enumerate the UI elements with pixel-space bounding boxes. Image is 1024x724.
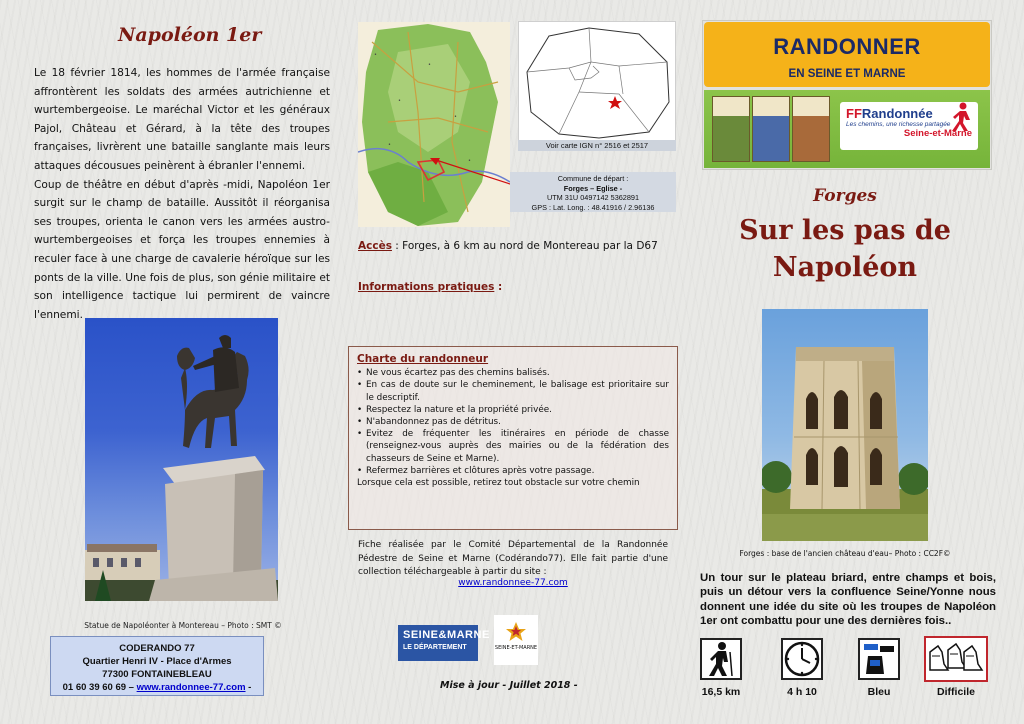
svg-text:•: •	[398, 98, 401, 104]
difficulty-pictogram	[924, 636, 988, 682]
ff-suffix: Randonnée	[861, 106, 933, 121]
address-city: 77300 FONTAINEBLEAU	[102, 669, 212, 680]
topo-books	[712, 96, 830, 162]
history-paragraph-1: Le 18 février 1814, les hommes de l'armée française affrontèrent les soldats des armées autrichienne et wurtembergeoise. Le maréchal Victor et les généraux Pajol, Château et Gérard, à la tête des troupes françaises, livrèrent une bataille sanglante mais leurs attaques décousues peinèrent à ébranler l'ennemi.	[34, 67, 330, 172]
tower-caption: Forges : base de l'ancien château d'eau– Photo : CC2F©	[739, 549, 951, 558]
charter-item: • En cas de doute sur le cheminement, le balisage est prioritaire sur le descriptif.	[357, 379, 669, 403]
ff-prefix: FF	[846, 106, 862, 121]
website-link[interactable]: www.randonnee-77.com	[458, 578, 568, 588]
difficulty-label: Difficile	[937, 686, 975, 698]
marking-pictogram	[858, 638, 900, 680]
address-website-link[interactable]: www.randonnee-77.com	[136, 682, 246, 693]
ff-slogan: Les chemins, une richesse partagée	[846, 121, 951, 128]
title-line-2: Napoléon	[772, 252, 918, 283]
topo-book	[792, 96, 830, 162]
intro-text: Un tour sur le plateau briard, entre champs et bois, puis un détour vers la confluence Seine/Yonne nous donnent une idée du site où les troupes de Napoléon 1er ont combattu pour une des dernières fois..	[700, 572, 996, 628]
practical-info-heading	[358, 281, 502, 293]
title-line-1: Sur les pas de	[739, 215, 951, 246]
practical-info-colon: :	[494, 281, 503, 293]
clock-icon	[783, 640, 821, 678]
access-label: Accès	[358, 240, 392, 252]
distance-pictogram	[700, 638, 742, 680]
locator-map	[518, 21, 676, 141]
left-title: Napoléon 1er	[118, 24, 262, 46]
cdrp-star-icon	[505, 621, 527, 643]
seine-logo-subtitle: LE DÉPARTEMENT	[403, 644, 467, 651]
departure-title: Commune de départ :	[557, 174, 629, 183]
banner-subtitle: EN SEINE ET MARNE	[788, 68, 906, 80]
departure-box	[510, 172, 676, 212]
charter-list	[357, 367, 669, 477]
cdrp-logo-text: SEINE-ET-MARNE	[494, 645, 538, 651]
access-line	[358, 240, 658, 252]
departure-gps: GPS : Lat. Long. : 48.41916 / 2.96136	[531, 202, 655, 212]
boots-icon	[926, 638, 986, 680]
banner-title: RANDONNER	[773, 34, 921, 59]
hiker-charter-box	[348, 346, 678, 530]
ff-region: Seine-et-Marne	[903, 128, 972, 139]
seine-et-marne-logo	[398, 625, 490, 661]
distance-label: 16,5 km	[701, 686, 741, 698]
address-org: CODERANDO 77	[119, 643, 195, 654]
access-text: : Forges, à 6 km au nord de Montereau par la D67	[391, 240, 658, 252]
charter-item: • Refermez barrières et clôtures après votre passage.	[357, 465, 669, 477]
practical-info-label: Informations pratiques	[358, 281, 495, 293]
address-phone: 01 60 39 60 69 –	[62, 682, 137, 693]
fiche-text: Fiche réalisée par le Comité Départemental de la Randonnée Pédestre de Seine et Marne (Codérando77). Elle fait partie d'une collection téléchargeable à partir du site :	[358, 540, 668, 577]
svg-text:•: •	[374, 52, 377, 58]
address-street: Quartier Henri IV - Place d'Armes	[82, 656, 232, 667]
cdrp-logo	[494, 615, 538, 665]
paint-marker-icon	[860, 640, 898, 678]
update-date: Mise à jour - Juillet 2018 -	[440, 680, 578, 691]
page-title	[700, 212, 990, 286]
svg-text:•: •	[428, 62, 431, 68]
fiche-link-line	[358, 578, 668, 588]
duration-label: 4 h 10	[787, 686, 817, 698]
address-suffix: -	[245, 682, 252, 693]
hiker-icon	[702, 640, 740, 678]
commune-name: Forges	[813, 186, 877, 206]
statue-caption: Statue de Napoléonter à Montereau – Photo : SMT ©	[84, 621, 282, 630]
svg-text:•: •	[468, 158, 471, 164]
charter-title: Charte du randonneur	[357, 353, 489, 365]
walker-logo-icon	[950, 102, 974, 132]
charter-item: • Respectez la nature et la propriété privée.	[357, 404, 669, 416]
charter-item: • N'abandonnez pas de détritus.	[357, 416, 669, 428]
charter-closing: Lorsque cela est possible, retirez tout obstacle sur votre chemin	[357, 478, 640, 489]
route-map	[358, 22, 510, 227]
marking-label: Bleu	[867, 686, 891, 698]
history-paragraph-2: Coup de théâtre en début d'après -midi, Napoléon 1er surgit sur le champ de bataille. Aussitôt il réorganisa ses troupes, orienta le canon vers les armées austro-wurtembergeoises et força les troupes ennemies à reculer face à une charge de cavalerie héroïque sur les ponts de la ville. Une fois de plus, son génie militaire et son intelligence tactique lui permirent de vaincre l'ennemi.	[34, 178, 330, 321]
history-text	[34, 64, 330, 324]
departure-utm: UTM 31U 0497142 5362891	[546, 193, 640, 203]
charter-item: • Ne vous écartez pas des chemins balisés.	[357, 367, 669, 379]
svg-text:•: •	[388, 142, 391, 148]
pointer-arrow-icon	[430, 156, 510, 186]
charter-item: • Evitez de fréquenter les itinéraires en période de chasse (renseignez-vous auprès des mairies ou de la fédération des chasseurs de Seine et Marne).	[357, 428, 669, 465]
departure-place: Forges – Eglise -	[563, 183, 623, 193]
svg-text:•: •	[454, 114, 457, 120]
seine-logo-title: SEINE&MARNE	[403, 629, 490, 641]
water-tower-photo	[762, 309, 928, 541]
address-box	[50, 636, 264, 696]
topo-book	[752, 96, 790, 162]
topo-book	[712, 96, 750, 162]
address-contact	[51, 681, 263, 694]
ign-map-label: Voir carte IGN n° 2516 et 2517	[518, 140, 676, 151]
duration-pictogram	[781, 638, 823, 680]
statue-photo	[85, 318, 278, 601]
